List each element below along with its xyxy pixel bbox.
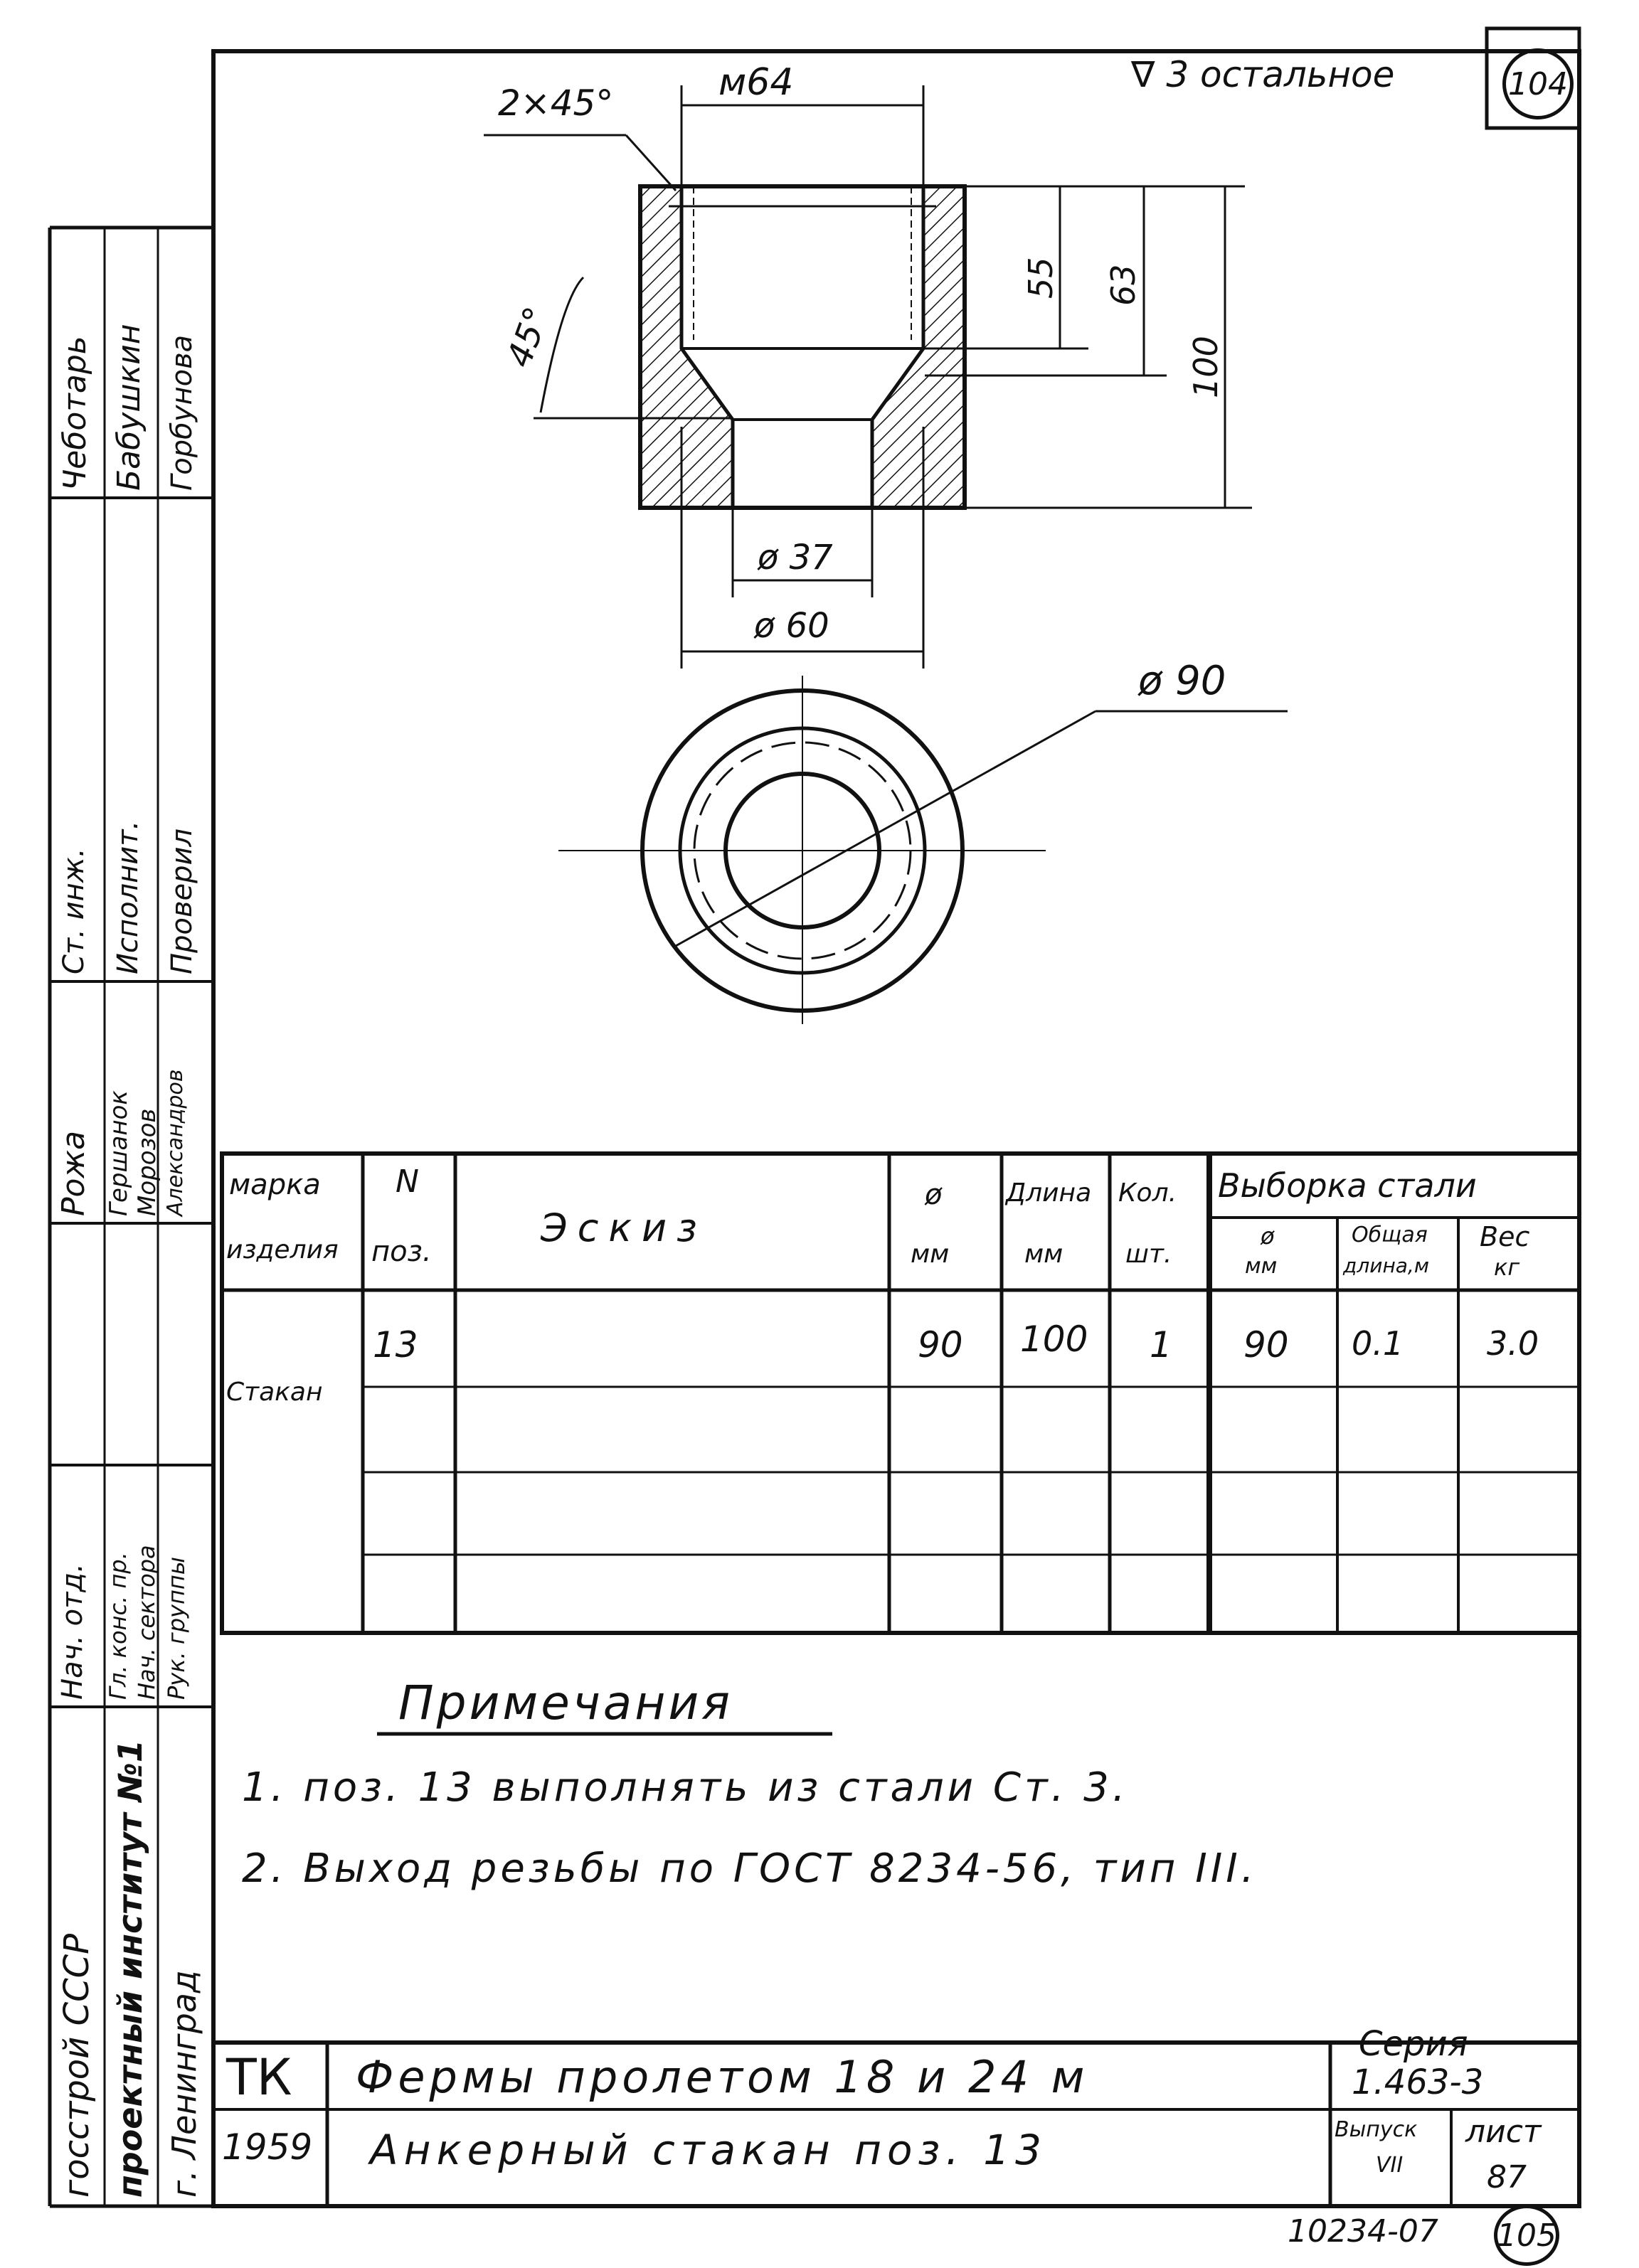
series-label: Серия (1359, 2024, 1468, 2064)
th-pos-1: N (396, 1164, 419, 1200)
th-steel: Выборка стали (1218, 1166, 1477, 1205)
th-steel-dia-2: мм (1245, 1254, 1278, 1279)
cell-dia: 90 (918, 1324, 963, 1365)
cell-pos: 13 (373, 1324, 418, 1365)
plan-view (558, 676, 1046, 1024)
doc-number: 10234-07 (1288, 2213, 1438, 2250)
stamp-role-a4: Рук. группы (163, 1556, 190, 1700)
stamp-name-b2: Бабушкин (111, 324, 147, 491)
stamp-role-b3: Проверил (166, 828, 198, 974)
th-mark-2: изделия (226, 1235, 339, 1265)
th-dia-2: мм (911, 1240, 950, 1269)
stamp-name-b1: Чеботарь (57, 336, 93, 491)
thread-label: м64 (718, 61, 794, 104)
stamp-name-a4: Александров (163, 1069, 188, 1216)
title-year: 1959 (222, 2126, 313, 2168)
th-steel-dia-1: ø (1261, 1223, 1275, 1250)
page-tag-top: 104 (1502, 48, 1574, 119)
title-org-code: ТК (226, 2048, 292, 2107)
th-steel-total-1: Общая (1352, 1223, 1428, 1247)
cell-mark: Стакан (226, 1378, 323, 1407)
stamp-name-a2: Гершанок (105, 1090, 133, 1216)
stamp-name-a1: Рожа (55, 1130, 92, 1216)
title-line-1: Фермы пролетом 18 и 24 м (356, 2051, 1089, 2103)
th-pos-2: поз. (371, 1235, 432, 1268)
angle-label: 45° (499, 302, 558, 373)
section-view (640, 186, 965, 508)
cell-length: 100 (1020, 1319, 1088, 1360)
stamp-org-2: проектный институт №1 (111, 1740, 149, 2198)
note-line-2: 2. Выход резьбы по ГОСТ 8234-56, тип III. (242, 1846, 1258, 1892)
notes-title: Примечания (398, 1676, 733, 1730)
chamfer-label: 2×45° (498, 82, 614, 124)
dim-100-label: 100 (1187, 336, 1225, 398)
title-line-2: Анкерный стакан поз. 13 (370, 2126, 1048, 2174)
th-dia-1: ø (925, 1178, 943, 1211)
th-steel-weight-2: кг (1494, 1254, 1520, 1281)
th-steel-weight-1: Вес (1480, 1221, 1530, 1252)
stamp-role-a1: Нач. отд. (56, 1563, 89, 1700)
note-line-1: 1. поз. 13 выполнять из стали Ст. 3. (242, 1764, 1129, 1811)
series-value: 1.463-3 (1352, 2062, 1484, 2102)
stamp-org-3: г. Ленинград (165, 1970, 203, 2198)
sheet-value: 87 (1487, 2159, 1527, 2195)
cell-qty: 1 (1150, 1324, 1172, 1365)
stamp-role-b1: Ст. инж. (58, 848, 90, 974)
dim-63-label: 63 (1104, 264, 1142, 306)
th-length-2: мм (1024, 1240, 1064, 1269)
sheet-label: лист (1465, 2114, 1542, 2150)
dia-37-label: ø 37 (758, 538, 833, 577)
dia-60-label: ø 60 (754, 606, 829, 646)
cell-steel-weight: 3.0 (1487, 1324, 1539, 1363)
th-mark-1: марка (229, 1168, 321, 1201)
cell-steel-dia: 90 (1243, 1324, 1289, 1365)
stamp-role-a3: Нач. сектора (133, 1545, 160, 1700)
th-steel-total-2: длина,м (1343, 1254, 1429, 1277)
dia-90-label: ø 90 (1138, 658, 1226, 704)
stamp-role-b2: Исполнит. (112, 820, 144, 974)
th-qty-1: Кол. (1118, 1178, 1177, 1208)
page-tag-bottom: 105 (1494, 2205, 1559, 2266)
stamp-name-b3: Горбунова (166, 334, 198, 491)
dim-55-label: 55 (1022, 257, 1060, 299)
th-qty-2: шт. (1125, 1240, 1172, 1269)
stamp-name-a3: Морозов (133, 1108, 161, 1216)
surface-finish-note: ∇ 3 остальное (1131, 54, 1395, 95)
issue-label: Выпуск (1335, 2117, 1418, 2142)
issue-value: VII (1376, 2153, 1404, 2178)
stamp-org-1: госстрой СССР (57, 1933, 97, 2198)
stamp-role-a2: Гл. конс. пр. (105, 1552, 132, 1700)
th-sketch: Эскиз (541, 1205, 707, 1250)
th-length-1: Длина (1006, 1178, 1092, 1208)
cell-steel-total: 0.1 (1352, 1324, 1404, 1363)
